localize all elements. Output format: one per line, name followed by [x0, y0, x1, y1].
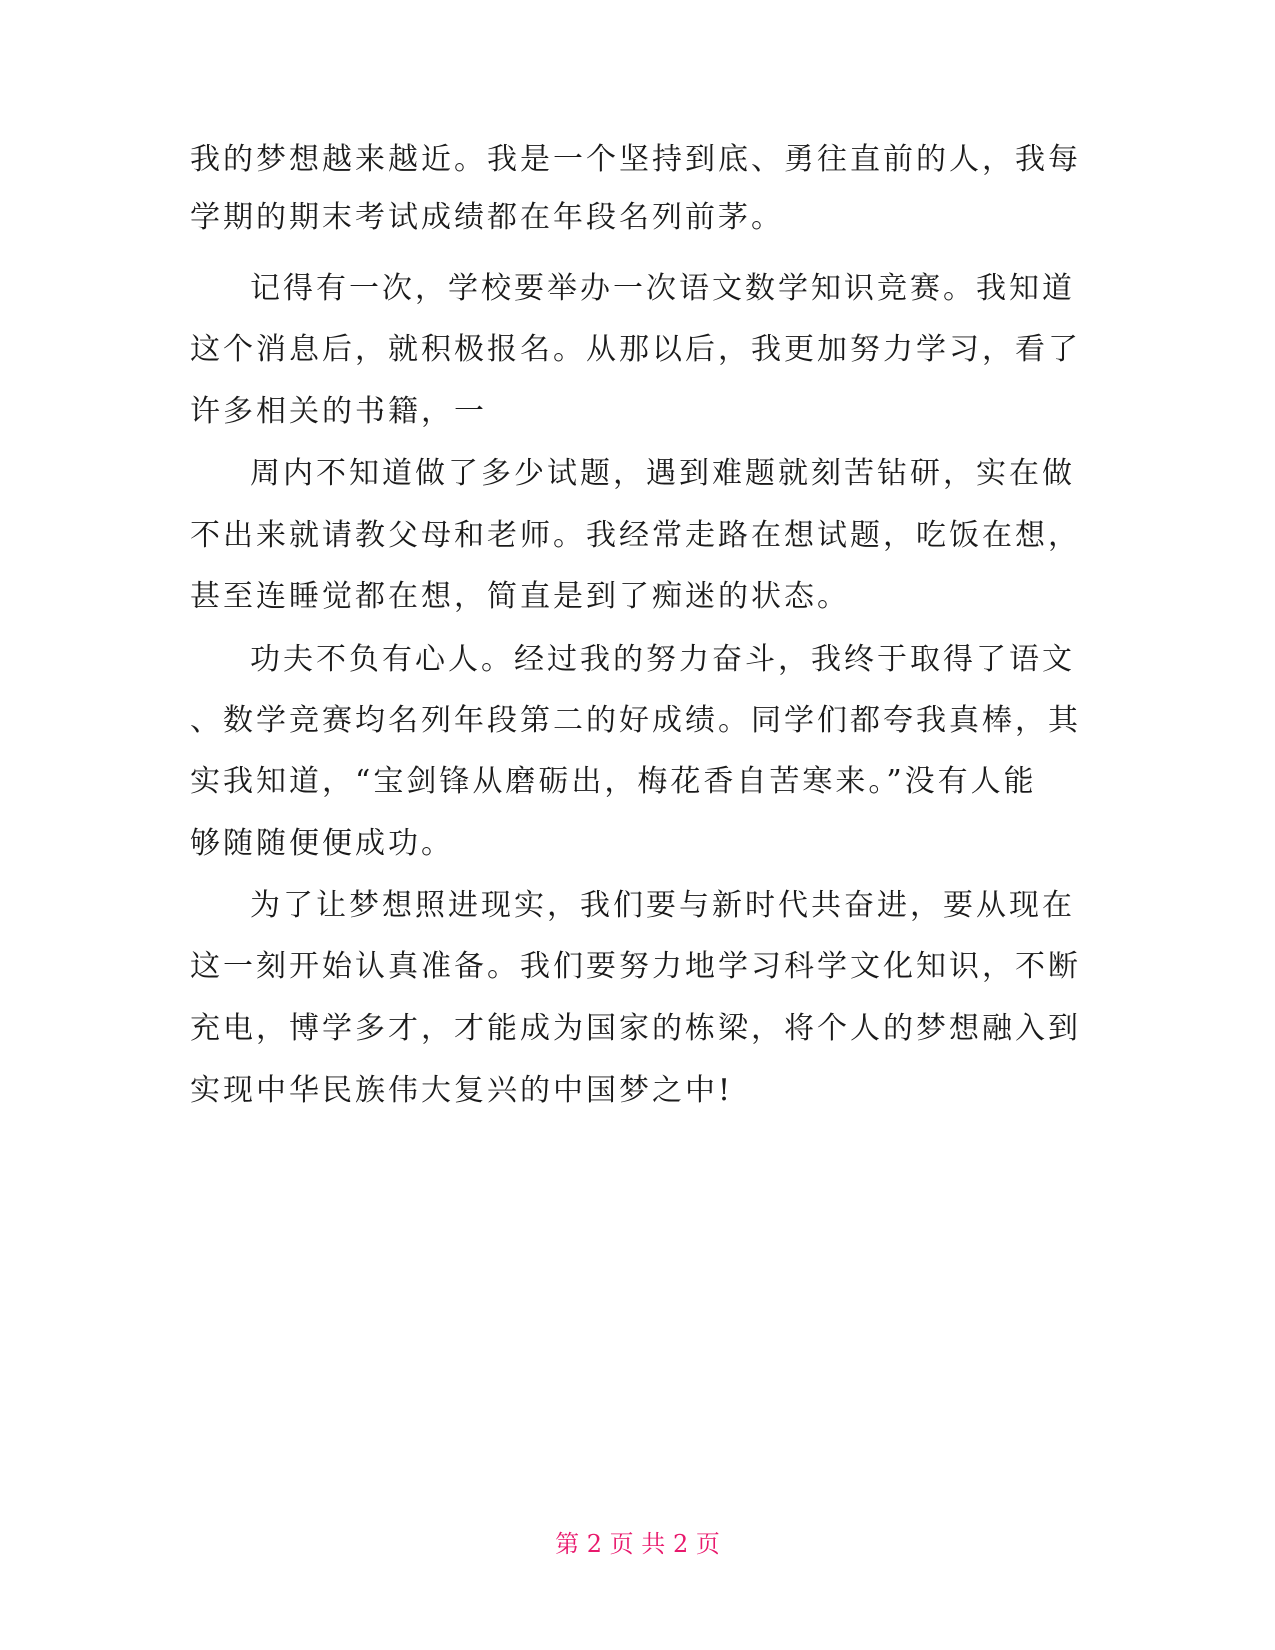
- text-line: 充电，博学多才，才能成为国家的栋梁，将个人的梦想融入到: [190, 1011, 1081, 1046]
- text-line: 学期的期末考试成绩都在年段名列前茅。: [190, 200, 784, 235]
- text-line: 记得有一次，学校要举办一次语文数学知识竞赛。我知道: [250, 271, 1075, 306]
- text-line: 许多相关的书籍，一: [190, 394, 487, 429]
- text-line: 这一刻开始认真准备。我们要努力地学习科学文化知识，不断: [190, 949, 1081, 984]
- text-line: 、数学竞赛均名列年段第二的好成绩。同学们都夸我真棒，其: [190, 703, 1081, 738]
- text-line: 甚至连睡觉都在想，简直是到了痴迷的状态。: [190, 579, 850, 614]
- text-line: 我的梦想越来越近。我是一个坚持到底、勇往直前的人，我每: [190, 142, 1081, 177]
- text-line: 不出来就请教父母和老师。我经常走路在想试题，吃饭在想，: [190, 518, 1081, 553]
- text-line: 功夫不负有心人。经过我的努力奋斗，我终于取得了语文: [250, 642, 1075, 677]
- text-line: 周内不知道做了多少试题，遇到难题就刻苦钻研，实在做: [250, 456, 1075, 491]
- text-line: 为了让梦想照进现实，我们要与新时代共奋进，要从现在: [250, 888, 1075, 923]
- text-line: 这个消息后，就积极报名。从那以后，我更加努力学习，看了: [190, 332, 1081, 367]
- text-line: 够随随便便成功。: [190, 826, 454, 861]
- text-line: 实我知道，“宝剑锋从磨砺出，梅花香自苦寒来。”没有人能: [190, 764, 1037, 799]
- text-line: 实现中华民族伟大复兴的中国梦之中!: [190, 1073, 734, 1108]
- page-number: 第 2 页 共 2 页: [555, 1530, 720, 1558]
